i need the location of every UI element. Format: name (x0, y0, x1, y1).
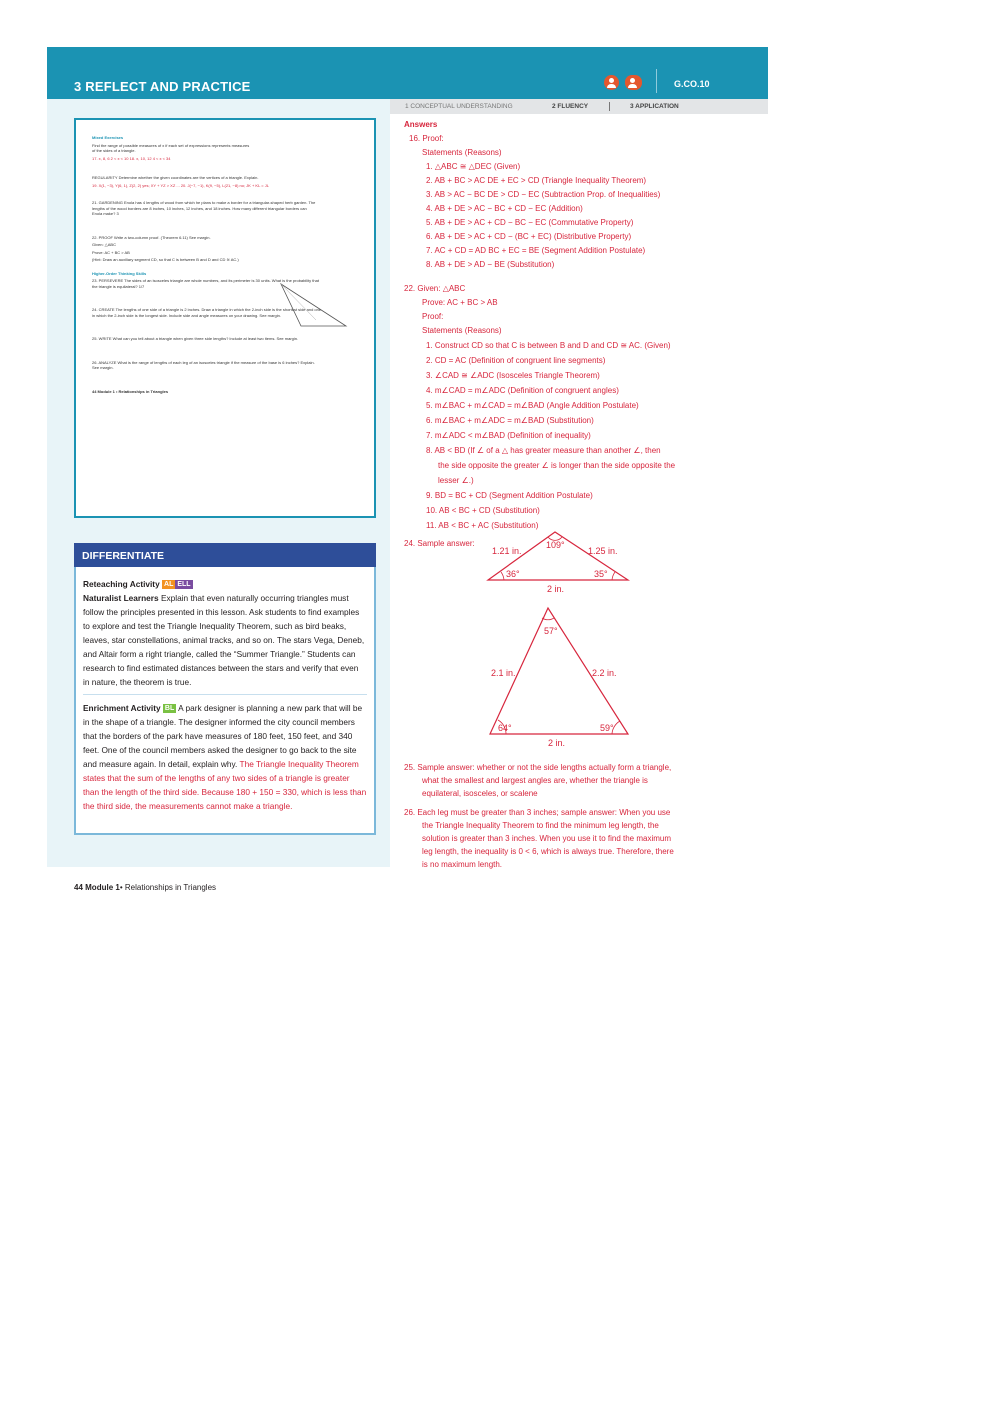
proof-step: 2. AB + BC > AC DE + EC > CD (Triangle Inequality Theorem) (426, 176, 647, 185)
tri1-right-angle: 35° (594, 569, 608, 579)
tri1-left-side: 1.21 in. (492, 546, 522, 556)
tri2-left-angle: 64° (498, 723, 512, 733)
proof-step: 6. m∠BAC + m∠ADC = m∠BAD (Substitution) (426, 416, 594, 425)
section-header (47, 47, 768, 99)
individual-icon (604, 75, 619, 90)
enrichment-title: Enrichment Activity (83, 703, 161, 713)
answer-25-line: 25. Sample answer: whether or not the side lengths actually form a triangle, (404, 763, 672, 772)
answer-26-line: leg length, the inequality is 0 < 6, which is always true. Therefore, there (422, 847, 674, 856)
proof-step: 8. AB + DE > AD − BE (Substitution) (426, 260, 555, 269)
tri2-base: 2 in. (548, 738, 566, 748)
differentiate-panel (74, 567, 376, 835)
reteaching-text: Explain that even naturally occurring triangles must follow the principles presented in this lesson. Ask students to find examples to explore and test the Triangle Inequality Theorem, such as bird beaks, leaves, star constellations, animal tracks, and so on. The stars Vega, Deneb, and Altair form a right triangle, called the “Summer Triangle.” Students can research to find estimated distances between the stars and verify that even in nature, the theorem is true. (83, 593, 365, 687)
reteaching-lead: Naturalist Learners (83, 593, 159, 603)
answer-25-line: equilateral, isosceles, or scalene (422, 789, 538, 798)
proof-step: 7. AC + CD = AD BC + EC = BE (Segment Addition Postulate) (426, 246, 646, 255)
answer-16-subhead: Statements (Reasons) (422, 148, 502, 157)
proof-step: 1. Construct CD so that C is between B and D and CD ≅ AC. (Given) (426, 341, 671, 350)
tri1-top-angle: 109° (546, 540, 565, 550)
answers-column (404, 118, 724, 551)
thumb-footer: 44 Module 1 • Relationships in Triangles (92, 388, 169, 394)
proof-step: 5. m∠BAC + m∠CAD = m∠BAD (Angle Addition Postulate) (426, 401, 639, 410)
proof-step: 2. CD = AC (Definition of congruent line segments) (426, 356, 606, 365)
thumb-line: 21. GARDENING Enola has 4 lengths of wood from which he plans to make a border for a triangular-shaped herb garden. The lengths of the wood borders are 8 inches, 10 inches, 12 inches, and 18 inches. How many different triangular borders can Enola make? 3 (92, 200, 316, 216)
proof-step: 6. AB + DE > AC + CD − (BC + EC) (Distributive Property) (426, 232, 632, 241)
proof-step: 3. ∠CAD ≅ ∠ADC (Isosceles Triangle Theorem) (426, 371, 600, 380)
answer-26-line: 26. Each leg must be greater than 3 inches; sample answer: When you use (404, 808, 671, 817)
tri2-right-side: 2.2 in. (592, 668, 617, 678)
proof-step: 10. AB < BC + CD (Substitution) (426, 506, 540, 515)
thumb-line: (Hint: Draw an auxiliary segment CD, so that C is between B and D and CD ≅ AC.) (92, 257, 239, 262)
tri2-left-side: 2.1 in. (491, 668, 516, 678)
answer-22-label: 22. Given: △ABC (404, 284, 466, 293)
divider (83, 694, 367, 695)
answer-26-line: solution is greater than 3 inches. When you use it to find the maximum (422, 834, 672, 843)
badge-al: AL (164, 581, 174, 588)
proof-step: 4. m∠CAD = m∠ADC (Definition of congruent angles) (426, 386, 619, 395)
answer-16-label: 16. Proof: (409, 134, 444, 143)
proof-step: 3. AB > AC − BC DE > CD − EC (Subtraction Prop. of Inequalities) (426, 190, 661, 199)
thumb-line: 24. CREATE The lengths of one side of a triangle is 2 inches. Draw a triangle in which the 2-inch side is the shortest side and one in which the 2-inch side is the longest side. Include side and angle measures on your drawing. See margin. (92, 307, 322, 318)
module-title: Relationships in Triangles (124, 883, 217, 892)
thumb-line: 23. PERSEVERE The sides of an isosceles triangle are whole numbers, and its perimeter is 30 units. What is the probability that the triangle is equilateral? 1/7 (92, 278, 319, 289)
tri1-right-side: 1.25 in. (588, 546, 618, 556)
standard-code: G.CO.10 (674, 79, 710, 89)
grouping-icons (604, 75, 642, 90)
student-page-thumbnail (74, 118, 376, 518)
tab-divider (609, 102, 610, 111)
triangle-shortest-side-figure (482, 606, 642, 750)
thumb-line: Find the range of possible measures of x if each set of expressions represents measures of the sides of a triangle. (92, 142, 250, 153)
proof-step: 1. △ABC ≅ △DEC (Given) (426, 162, 521, 171)
badge-bl: BL (164, 705, 175, 712)
tri2-right-angle: 59° (600, 723, 614, 733)
thumb-line: Given: △ABC (92, 242, 116, 247)
header-divider (656, 69, 657, 93)
tri2-top-angle: 57° (544, 626, 558, 636)
module-label: Module 1 (85, 883, 120, 892)
proof-step: 7. m∠ADC < m∠BAD (Definition of inequality) (426, 431, 591, 440)
thumb-line: Higher-Order Thinking Skills (92, 270, 147, 276)
answer-22-proof: Proof: (422, 312, 444, 321)
differentiate-heading: DIFFERENTIATE (74, 543, 376, 567)
triangle-longest-side-figure (482, 528, 642, 596)
level-tabs (390, 99, 768, 114)
tri1-base: 2 in. (547, 584, 565, 594)
thumb-line: 19. X(1, −3), Y(6, 1), Z(2, 2) yes; XY + YZ > XZ ... 20. J(−7, −1), K(9, −5), L(21, −8) no; JK + KL = JL (92, 182, 269, 188)
page-number: 44 (74, 883, 83, 892)
answer-22-subhead: Statements (Reasons) (422, 326, 502, 335)
thumb-line: Prove: AC + BC > AB (92, 249, 130, 255)
badge-ell: ELL (177, 581, 191, 588)
page-footer: 44 Module 1• Relationships in Triangles (74, 883, 217, 892)
thumb-line: REGULARITY Determine whether the given coordinates are the vertices of a triangle. Explain. (92, 175, 259, 180)
proof-step: 4. AB + DE > AC − BC + CD − EC (Addition) (426, 204, 583, 213)
section-title: 3 REFLECT AND PRACTICE (74, 79, 251, 94)
proof-step: 11. AB < BC + AC (Substitution) (426, 521, 539, 530)
answer-26-line: is no maximum length. (422, 860, 503, 869)
proof-step: 9. BD = BC + CD (Segment Addition Postulate) (426, 491, 593, 500)
tab-conceptual-understanding: 1 CONCEPTUAL UNDERSTANDING (405, 103, 513, 110)
thumb-line: 25. WRITE What can you tell about a triangle when given three side lengths? Include at least two items. See margin. (92, 336, 299, 341)
answers-heading: Answers (404, 120, 438, 129)
thumb-line: 26. ANALYZE What is the range of lengths of each leg of an isosceles triangle if the measure of the base is 6 inches? Explain. See margin. (92, 359, 315, 370)
answer-24-label: 24. Sample answer: (404, 539, 475, 548)
proof-step: 5. AB + DE > AC + CD − BC − EC (Commutative Property) (426, 218, 634, 227)
proof-step-continued: the side opposite the greater ∠ is longer than the side opposite the (438, 461, 676, 470)
enrichment-answer: The Triangle Inequality Theorem states that the sum of the lengths of any two sides of a triangle is greater than the length of the third side. Because 180 + 150 = 330, which is less than the third side, the measurements cannot make a triangle. (83, 759, 367, 811)
thumb-line: Mixed Exercises (92, 135, 124, 140)
answer-22-prove: Prove: AC + BC > AB (422, 298, 498, 307)
answers-25-26 (404, 761, 724, 871)
enrichment-text: A park designer is planning a new park that will be in the shape of a triangle. The designer informed the city council members that the borders of the park have measures of 180 feet, 150 feet, and 340 feet. One of the council members asked the designer to go back to the site and measure again. In detail, explain why. (83, 703, 363, 769)
proof-step: 8. AB < BD (If ∠ of a △ has greater measure than another ∠, then (426, 446, 661, 455)
pair-icon (625, 75, 642, 90)
tri1-left-angle: 36° (506, 569, 520, 579)
thumb-triangle-figure (276, 282, 351, 332)
thumb-line: 22. PROOF Write a two-column proof. (Theorem 6.11) See margin. (92, 234, 211, 240)
thumb-line: 17. x, 8, 6 2 < x < 10 18. x, 10, 12 4 < x < 34 (92, 155, 171, 161)
answer-25-line: what the smallest and largest angles are, whether the triangle is (422, 776, 648, 785)
tab-fluency: 2 FLUENCY (552, 103, 589, 110)
reteaching-title: Reteaching Activity (83, 579, 160, 589)
proof-step-continued: lesser ∠.) (438, 476, 474, 485)
tab-application: 3 APPLICATION (630, 103, 679, 110)
answer-26-line: the Triangle Inequality Theorem to find the minimum leg length, the (422, 821, 659, 830)
